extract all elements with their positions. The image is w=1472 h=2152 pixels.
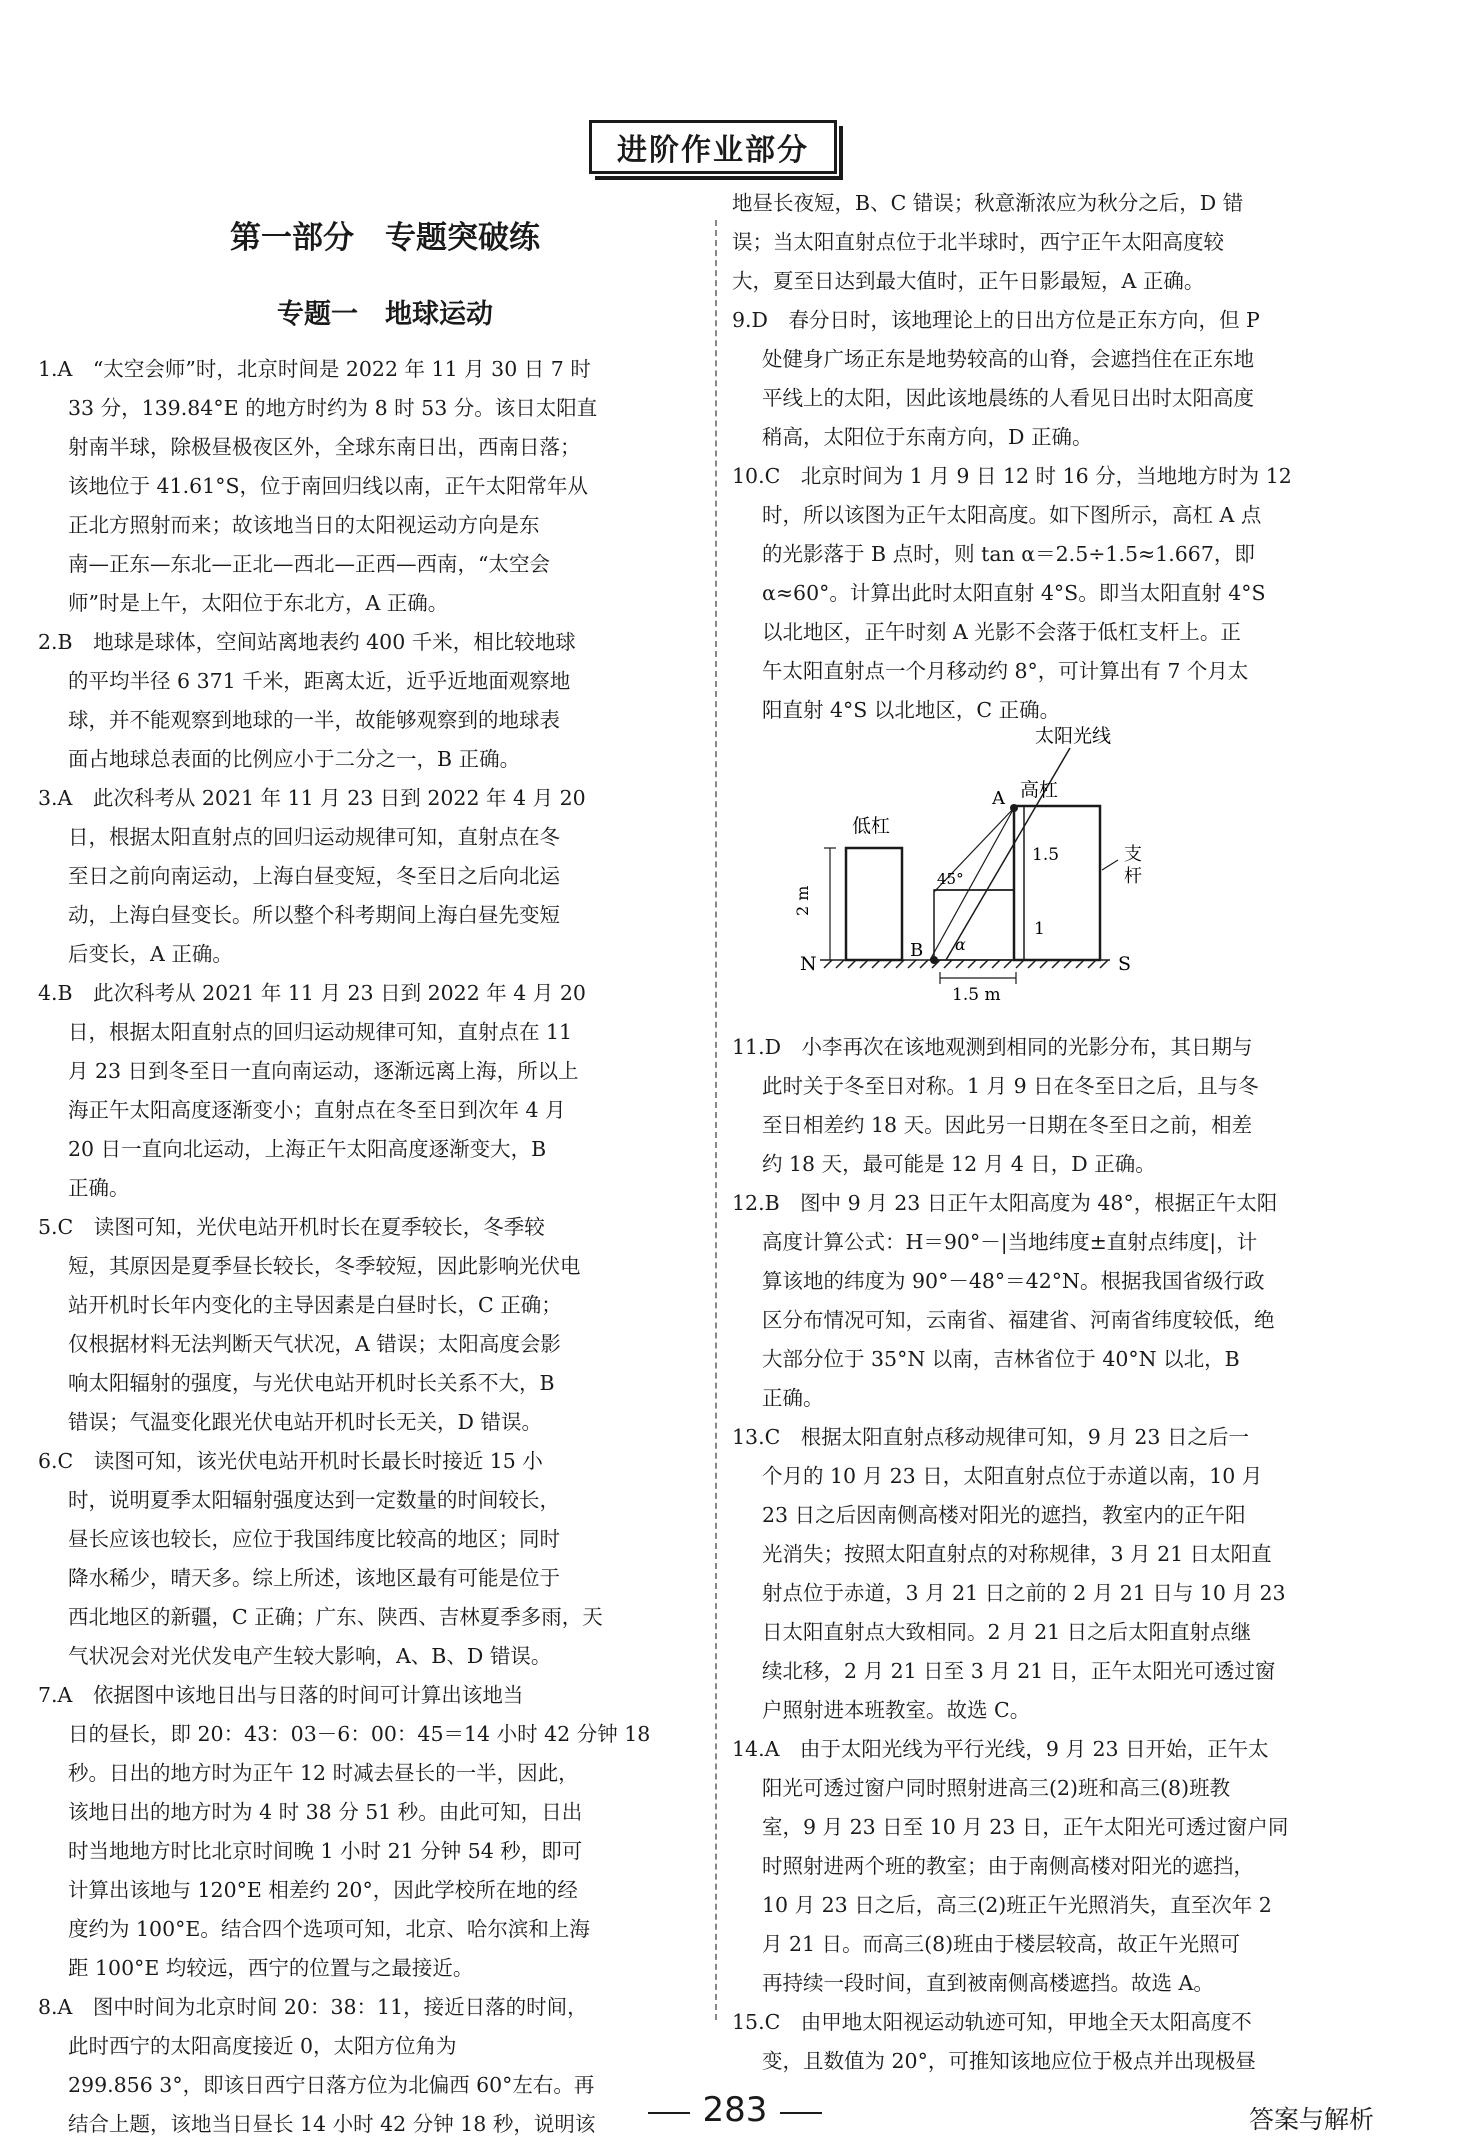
answer-item (732, 301, 1430, 457)
answer-line: 日太阳直射点大致相同。2 月 21 日之后太阳直射点继 (762, 1620, 1252, 1644)
answer-line: 度约为 100°E。结合四个选项可知，北京、哈尔滨和上海 (68, 1917, 590, 1941)
answer-line: 高度计算公式：H＝90°－|当地纬度±直射点纬度|，计 (762, 1230, 1258, 1254)
answer-line: 4.B 此次科考从 2021 年 11 月 23 日到 2022 年 4 月 20 (38, 981, 586, 1005)
label-support-1: 支 (1124, 844, 1142, 865)
answer-line: 时照射进两个班的教室；由于南侧高楼对阳光的遮挡， (762, 1854, 1254, 1878)
answer-line: 月 21 日。而高三(8)班由于楼层较高，故正午光照可 (762, 1932, 1241, 1956)
answer-line: 球，并不能观察到地球的一半，故能够观察到的地球表 (68, 708, 560, 732)
answer-line: 光消失；按照太阳直射点的对称规律，3 月 21 日太阳直 (762, 1542, 1272, 1566)
answer-line: 误；当太阳直射点位于北半球时，西宁正午太阳高度较 (732, 230, 1224, 254)
answer-item (38, 1442, 720, 1676)
answer-line: 后变长，A 正确。 (68, 942, 233, 966)
answer-line: 13.C 根据太阳直射点移动规律可知，9 月 23 日之后一 (732, 1425, 1249, 1449)
answer-line: 该地位于 41.61°S，位于南回归线以南，正午太阳常年从 (68, 474, 588, 498)
answer-line: 师”时是上午，太阳位于东北方，A 正确。 (68, 591, 449, 615)
answer-line: 以北地区，正午时刻 A 光影不会落于低杠支杆上。正 (762, 620, 1241, 644)
answer-line: 仅根据材料无法判断天气状况，A 错误；太阳高度会影 (68, 1332, 561, 1356)
answer-line: 8.A 图中时间为北京时间 20：38：11，接近日落的时间， (38, 1995, 588, 2019)
answer-line: 西北地区的新疆，C 正确；广东、陕西、吉林夏季多雨，天 (68, 1605, 603, 1629)
answer-line: 6.C 读图可知，该光伏电站开机时长最长时接近 15 小 (38, 1449, 543, 1473)
label-height-1: 1 (1034, 919, 1045, 939)
low-bar-frame (846, 848, 902, 960)
answer-line: 错误；气温变化跟光伏电站开机时长无关，D 错误。 (68, 1410, 542, 1434)
answer-line: 稍高，太阳位于东南方向，D 正确。 (762, 425, 1093, 449)
answer-item (38, 1676, 720, 1988)
answer-line: 12.B 图中 9 月 23 日正午太阳高度为 48°，根据正午太阳 (732, 1191, 1278, 1215)
label-width-15m: 1.5 m (952, 985, 1001, 1005)
answer-line: 面占地球总表面的比例应小于二分之一，B 正确。 (68, 747, 521, 771)
answer-item (732, 2003, 1430, 2081)
answer-line: 射点位于赤道，3 月 21 日之前的 2 月 21 日与 10 月 23 (762, 1581, 1286, 1605)
answer-line: 时当地地方时比北京时间晚 1 小时 21 分钟 54 秒，即可 (68, 1839, 583, 1863)
label-support-2: 杆 (1124, 866, 1142, 887)
answer-item (732, 184, 1430, 301)
answer-line: 3.A 此次科考从 2021 年 11 月 23 日到 2022 年 4 月 20 (38, 786, 586, 810)
answer-line: 约 18 天，最可能是 12 月 4 日，D 正确。 (762, 1152, 1156, 1176)
answer-line: 至日相差约 18 天。因此另一日期在冬至日之前，相差 (762, 1113, 1253, 1137)
answer-line: 处健身广场正东是地势较高的山脊，会遮挡住在正东地 (762, 347, 1254, 371)
label-south: S (1118, 953, 1132, 975)
answer-line: 10 月 23 日之后，高三(2)班正午光照消失，直至次年 2 (762, 1893, 1272, 1917)
answer-line: 的光影落于 B 点时，则 tan α＝2.5÷1.5≈1.667，即 (762, 542, 1255, 566)
answer-line: 299.856 3°，即该日西宁日落方位为北偏西 60°左右。再 (68, 2073, 595, 2097)
answer-line: 阳直射 4°S 以北地区，C 正确。 (762, 698, 1061, 722)
answer-line: 海正午太阳高度逐渐变小；直射点在冬至日到次年 4 月 (68, 1098, 566, 1122)
label-angle-45: 45° (937, 870, 964, 888)
answer-item (732, 1028, 1430, 1184)
answer-line: 10.C 北京时间为 1 月 9 日 12 时 16 分，当地地方时为 12 (732, 464, 1292, 488)
answer-line: 个月的 10 月 23 日，太阳直射点位于赤道以南，10 月 (762, 1464, 1263, 1488)
label-point-a: A (992, 788, 1005, 809)
answer-line: 大，夏至日达到最大值时，正午日影最短，A 正确。 (732, 269, 1205, 293)
answer-line: 大部分位于 35°N 以南，吉林省位于 40°N 以北，B (762, 1347, 1240, 1371)
answer-item (732, 457, 1430, 730)
answer-line: 区分布情况可知，云南省、福建省、河南省纬度较低，绝 (762, 1308, 1275, 1332)
answer-item (732, 1418, 1430, 1730)
part-title: 第一部分 专题突破练 (230, 220, 540, 256)
answer-line: 23 日之后因南侧高楼对阳光的遮挡，教室内的正午阳 (762, 1503, 1246, 1527)
answer-line: 正确。 (68, 1176, 130, 1200)
answer-line: 1.A “太空会师”时，北京时间是 2022 年 11 月 30 日 7 时 (38, 357, 591, 381)
answer-line: 再持续一段时间，直到被南侧高楼遮挡。故选 A。 (762, 1971, 1214, 1995)
answer-item (732, 1730, 1430, 2003)
answer-line: 平线上的太阳，因此该地晨练的人看见日出时太阳高度 (762, 386, 1254, 410)
page-number: 283 (640, 2090, 830, 2130)
answer-line: 距 100°E 均较远，西宁的位置与之最接近。 (68, 1956, 474, 1980)
answer-line: 短，其原因是夏季昼长较长，冬季较短，因此影响光伏电 (68, 1254, 581, 1278)
answer-line: 结合上题，该地当日昼长 14 小时 42 分钟 18 秒，说明该 (68, 2112, 596, 2136)
answer-line: 日的昼长，即 20：43：03－6：00：45＝14 小时 42 分钟 18 (68, 1722, 651, 1746)
label-north: N (800, 953, 817, 975)
answer-line: 该地日出的地方时为 4 时 38 分 51 秒。由此可知，日出 (68, 1800, 583, 1824)
answer-line: 午太阳直射点一个月移动约 8°，可计算出有 7 个月太 (762, 659, 1249, 683)
answer-line: 射南半球，除极昼极夜区外，全球东南日出，西南日落； (68, 435, 581, 459)
answer-line: 时，说明夏季太阳辐射强度达到一定数量的时间较长， (68, 1488, 560, 1512)
answer-line: 续北移，2 月 21 日至 3 月 21 日，正午太阳光可透过窗 (762, 1659, 1276, 1683)
label-height-15: 1.5 (1032, 845, 1060, 865)
answer-line: 15.C 由甲地太阳视运动轨迹可知，甲地全天太阳高度不 (732, 2010, 1252, 2034)
topic-title: 专题一 地球运动 (277, 299, 493, 330)
answer-item (38, 623, 720, 779)
answer-line: 33 分，139.84°E 的地方时约为 8 时 53 分。该日太阳直 (68, 396, 598, 420)
answer-line: 秒。日出的地方时为正午 12 时减去昼长的一半，因此， (68, 1761, 579, 1785)
answer-line: 至日之前向南运动，上海白昼变短，冬至日之后向北运 (68, 864, 560, 888)
answer-item (732, 1184, 1430, 1418)
answer-line: 正北方照射而来；故该地当日的太阳视运动方向是东 (68, 513, 540, 537)
label-sun-ray: 太阳光线 (1035, 725, 1112, 747)
answer-line: 时，所以该图为正午太阳高度。如下图所示，高杠 A 点 (762, 503, 1262, 527)
answer-line: 月 23 日到冬至日一直向南运动，逐渐远离上海，所以上 (68, 1059, 579, 1083)
answer-line: 响太阳辐射的强度，与光伏电站开机时长关系不大，B (68, 1371, 555, 1395)
high-bar-frame (1014, 806, 1100, 960)
answer-item (38, 350, 720, 623)
section-banner: 进阶作业部分 (589, 120, 837, 174)
answer-item (38, 779, 720, 974)
answer-item (38, 1208, 720, 1442)
answer-line: 变，且数值为 20°，可推知该地应位于极点并出现极昼 (762, 2049, 1256, 2073)
answer-line: 站开机时长年内变化的主导因素是白昼时长，C 正确； (68, 1293, 562, 1317)
label-low-bar: 低杠 (852, 815, 891, 837)
bar-shadow-diagram (780, 720, 1190, 1005)
answer-line: 14.A 由于太阳光线为平行光线，9 月 23 日开始，正午太 (732, 1737, 1269, 1761)
answer-line: 7.A 依据图中该地日出与日落的时间可计算出该地当 (38, 1683, 524, 1707)
answer-line: 计算出该地与 120°E 相差约 20°，因此学校所在地的经 (68, 1878, 578, 1902)
answer-line: 动，上海白昼变长。所以整个科考期间上海白昼先变短 (68, 903, 560, 927)
answer-line: 9.D 春分日时，该地理论上的日出方位是正东方向，但 P (732, 308, 1260, 332)
answer-line: 5.C 读图可知，光伏电站开机时长在夏季较长，冬季较 (38, 1215, 545, 1239)
label-high-bar: 高杠 (1020, 779, 1059, 801)
answer-line: 正确。 (762, 1386, 824, 1410)
answer-line: 昼长应该也较长，应位于我国纬度比较高的地区；同时 (68, 1527, 560, 1551)
answer-line: 的平均半径 6 371 千米，距离太近，近乎近地面观察地 (68, 669, 571, 693)
answer-line: 室，9 月 23 日至 10 月 23 日，正午太阳光可透过窗户同 (762, 1815, 1289, 1839)
answer-line: 户照射进本班教室。故选 C。 (762, 1698, 1031, 1722)
answer-line: 气状况会对光伏发电产生较大影响，A、B、D 错误。 (68, 1644, 552, 1668)
answer-line: 20 日一直向北运动，上海正午太阳高度逐渐变大，B (68, 1137, 547, 1161)
answer-item (38, 1988, 720, 2144)
answer-line: 日，根据太阳直射点的回归运动规律可知，直射点在冬 (68, 825, 560, 849)
label-alpha: α (955, 935, 966, 954)
footer-label: 答案与解析 (1248, 2105, 1374, 2134)
answer-line: 11.D 小李再次在该地观测到相同的光影分布，其日期与 (732, 1035, 1253, 1059)
label-point-b: B (910, 940, 924, 961)
answer-line: 此时关于冬至日对称。1 月 9 日在冬至日之后，且与冬 (762, 1074, 1259, 1098)
answer-line: 算该地的纬度为 90°－48°＝42°N。根据我国省级行政 (762, 1269, 1265, 1293)
answer-line: 阳光可透过窗户同时照射进高三(2)班和高三(8)班教 (762, 1776, 1231, 1800)
answer-line: 日，根据太阳直射点的回归运动规律可知，直射点在 11 (68, 1020, 573, 1044)
label-height-2m: 2 m (793, 885, 812, 916)
answer-line: 地昼长夜短，B、C 错误；秋意渐浓应为秋分之后，D 错 (732, 191, 1244, 215)
answer-line: 2.B 地球是球体，空间站离地表约 400 千米，相比较地球 (38, 630, 576, 654)
answer-item (38, 974, 720, 1208)
answer-line: 降水稀少，晴天多。综上所述，该地区最有可能是位于 (68, 1566, 560, 1590)
answer-line: 此时西宁的太阳高度接近 0，太阳方位角为 (68, 2034, 457, 2058)
answer-line: 南—正东—东北—正北—西北—正西—西南，“太空会 (68, 552, 550, 576)
answer-line: α≈60°。计算出此时太阳直射 4°S。即当太阳直射 4°S (762, 581, 1266, 605)
